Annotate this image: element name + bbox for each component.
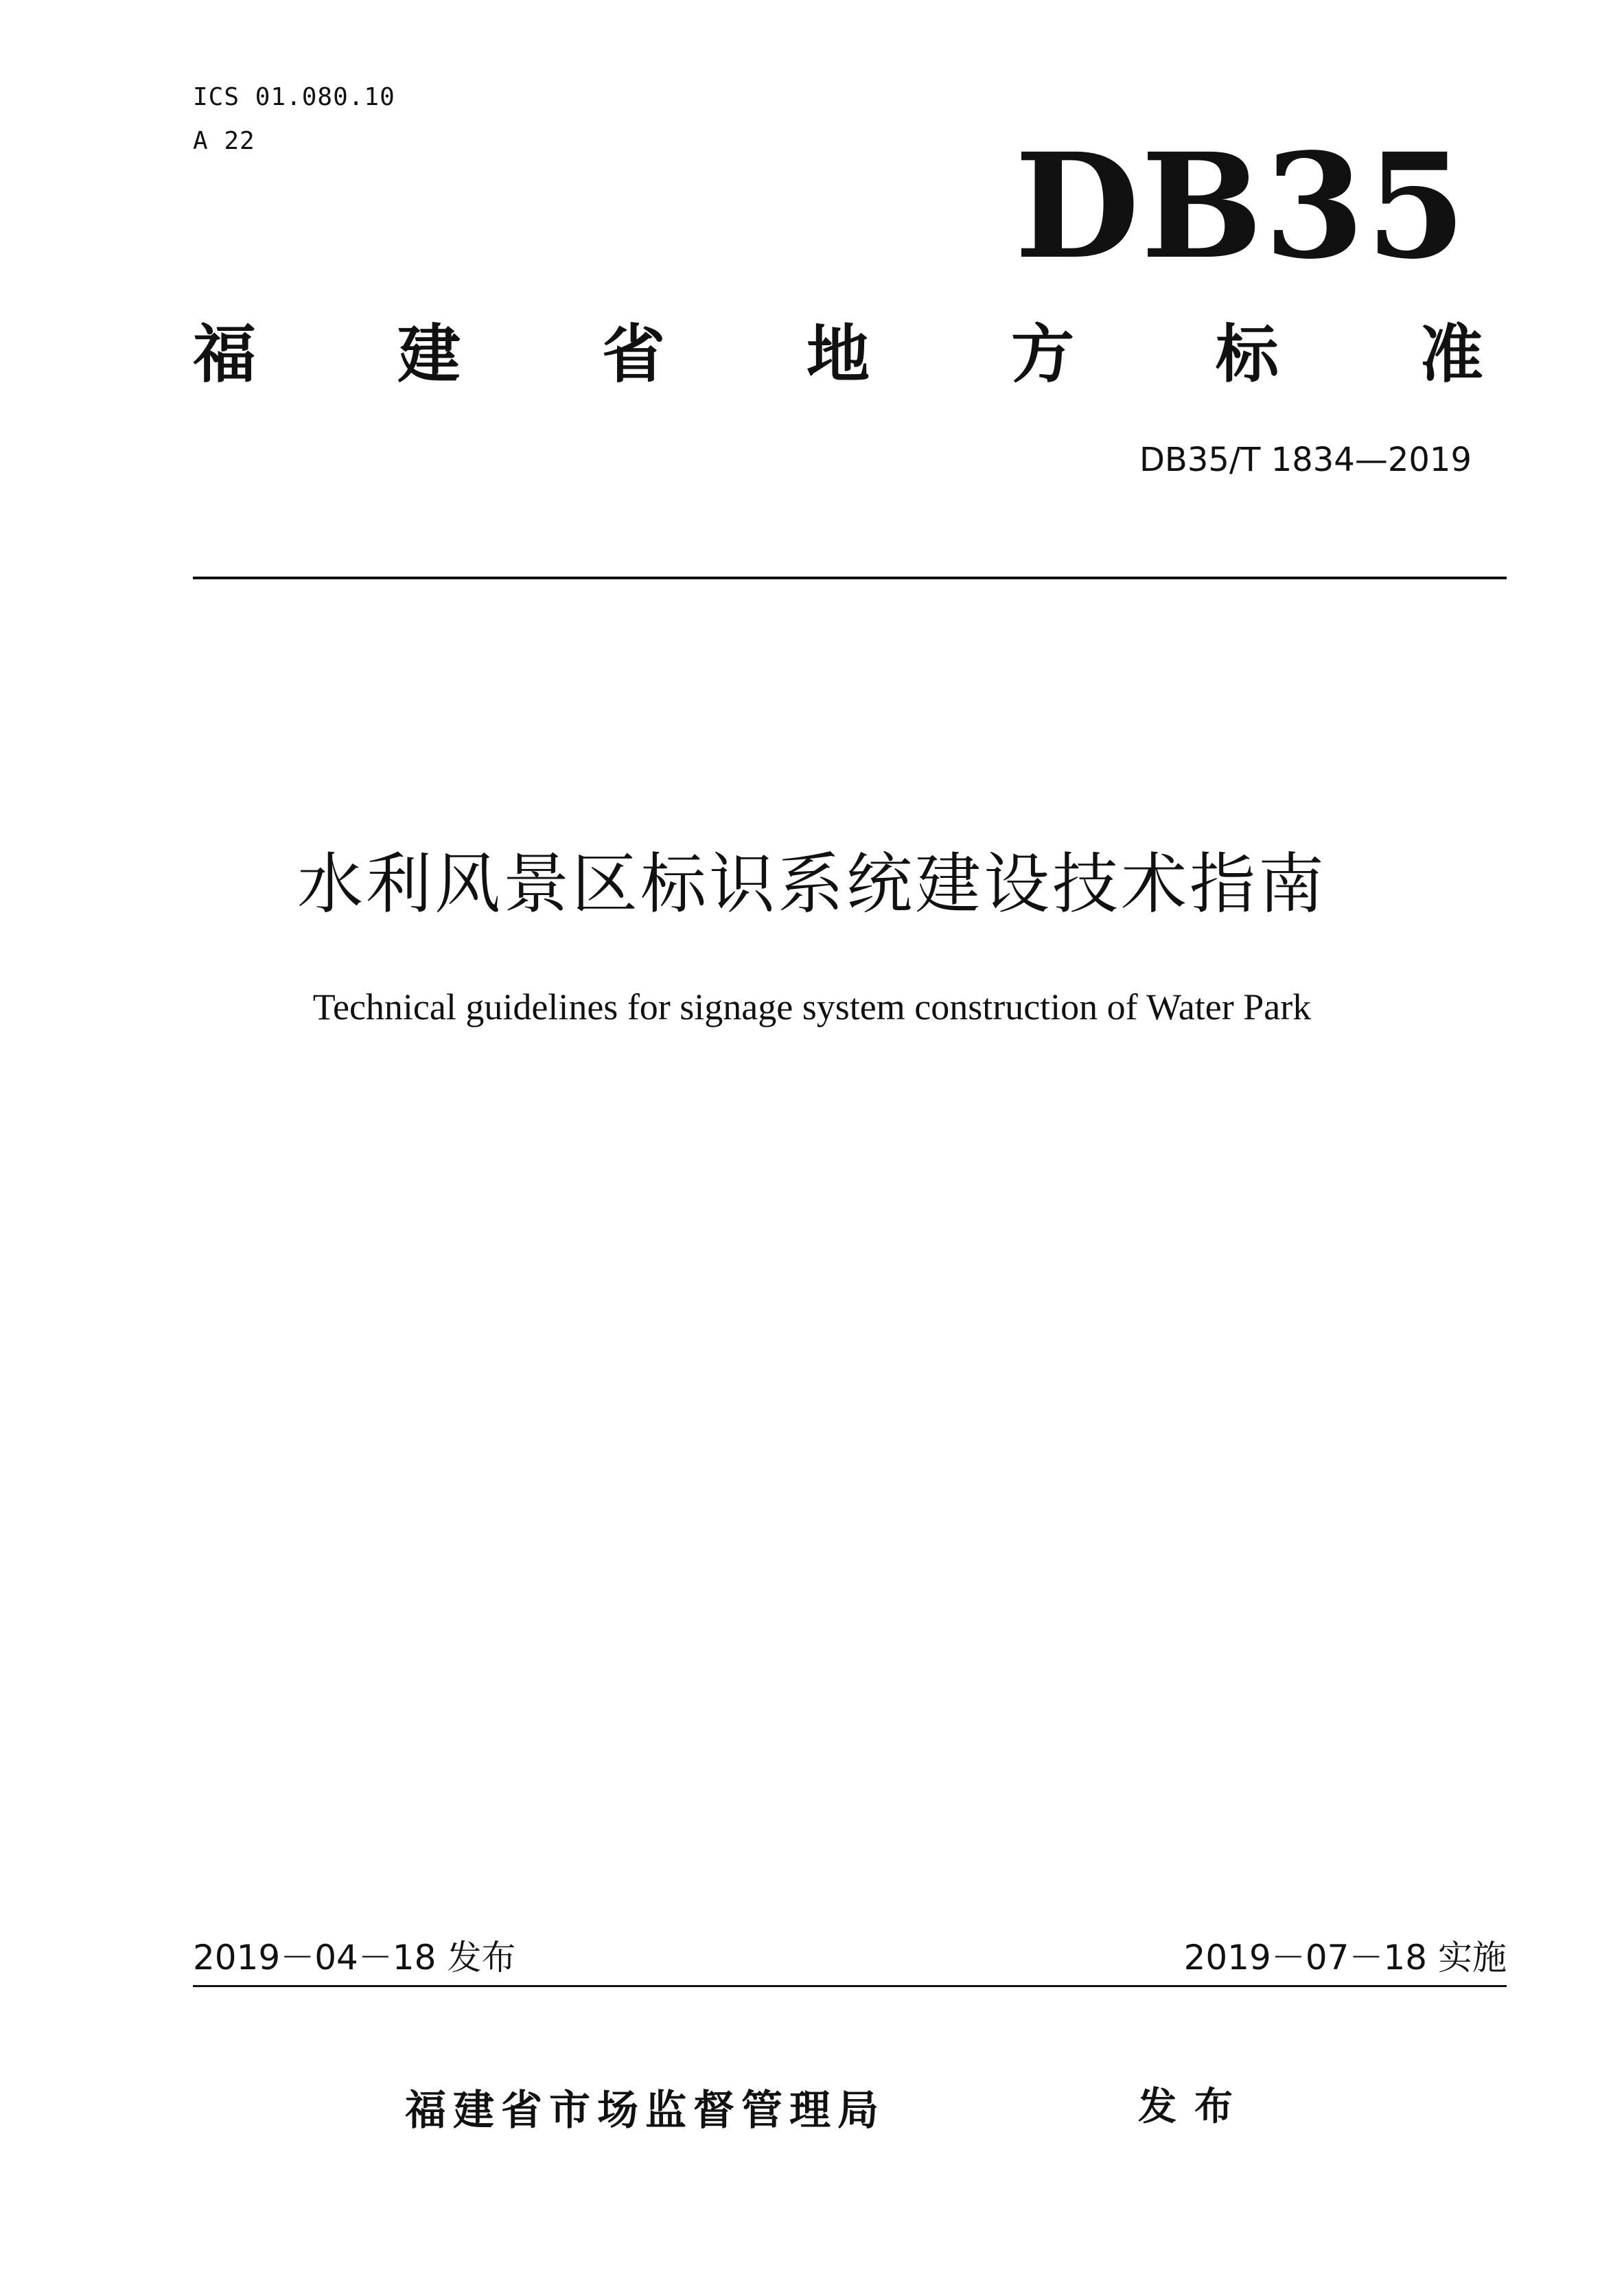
standard-type-char: 地	[806, 318, 870, 391]
publish-date: 2019－04－18 发布	[193, 1938, 516, 1978]
standard-logo: DB35	[1014, 121, 1468, 291]
standard-type-heading	[193, 317, 1483, 393]
document-title-english: Technical guidelines for signage system construction of Water Park	[312, 986, 1312, 1028]
standard-type-char: 方	[1010, 318, 1074, 391]
document-title-chinese: 水利风景区标识系统建设技术指南	[297, 846, 1327, 923]
standard-type-char: 标	[1215, 318, 1279, 391]
ics-code: ICS 01.080.10	[193, 83, 395, 111]
top-divider	[193, 577, 1507, 579]
implement-date: 2019－07－18 实施	[1183, 1938, 1507, 1978]
standard-type-char: 省	[601, 318, 665, 391]
standard-type-char: 准	[1419, 318, 1483, 391]
issue-label: 发布	[1138, 2085, 1251, 2129]
issuing-authority: 福建省市场监督管理局	[405, 2087, 885, 2135]
ccs-code: A 22	[193, 127, 255, 155]
standard-number: DB35/T 1834—2019	[1139, 441, 1472, 479]
bottom-divider	[193, 1985, 1507, 1987]
standard-type-char: 福	[193, 318, 257, 391]
standard-type-char: 建	[397, 318, 461, 391]
